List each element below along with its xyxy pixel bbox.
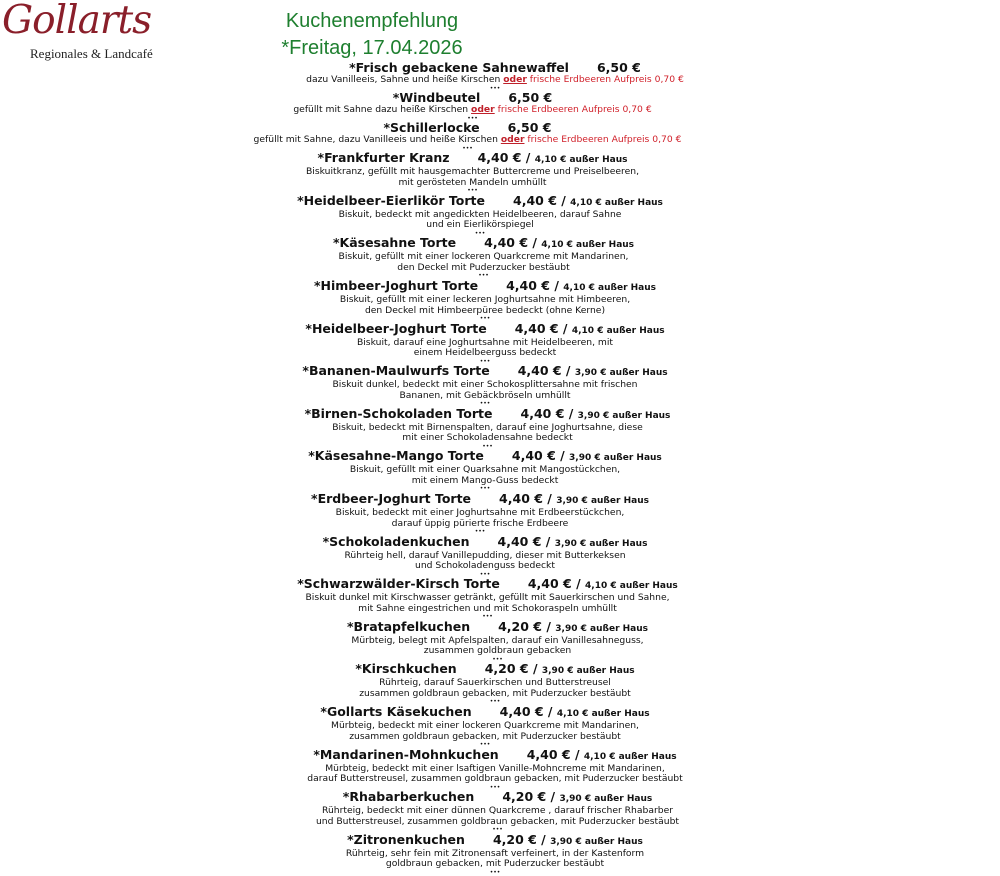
menu-item-name: *Zitronenkuchen [347, 831, 465, 847]
menu-item-name: *Frankfurter Kranz [317, 150, 450, 166]
takeaway-price: 4,10 € außer Haus [585, 581, 678, 592]
description-text: Mürbteig, bedeckt mit einer lockeren Quarkcreme mit Mandarinen, [331, 720, 639, 731]
menu-item-price: 4,40 € / [499, 491, 552, 507]
menu-item-price: 6,50 € [507, 120, 552, 136]
item-separator: ••• [467, 187, 478, 195]
menu-item-price: 4,40 € / [511, 448, 565, 464]
menu-item-description [0, 433, 1000, 444]
menu-item-title-line [0, 662, 1000, 678]
menu-item-price: 4,40 € / [484, 235, 537, 251]
description-text: und Butterstreusel, zusammen goldbraun gebacken, mit Puderzucker bestäubt [315, 815, 680, 827]
menu-item-price: 4,20 € / [484, 661, 538, 677]
menu-item-description [0, 604, 1000, 615]
menu-item [0, 833, 1000, 876]
menu-item-description [0, 348, 1000, 359]
menu-item-name: *Erdbeer-Joghurt Torte [311, 491, 472, 507]
menu-item-price: 4,40 € / [517, 363, 571, 379]
description-text: Biskuit, darauf eine Joghurtsahne mit Heidelbeeren, mit [356, 336, 614, 348]
menu-item-price: 4,40 € / [527, 576, 581, 592]
description-text: dazu Vanilleeis, Sahne und heiße Kirschen [306, 74, 501, 85]
menu-item [0, 194, 1000, 237]
menu-item-name: *Schokoladenkuchen [322, 533, 470, 549]
takeaway-price: 3,90 € außer Haus [555, 623, 649, 634]
description-text: Biskuit, bedeckt mit einer Joghurtsahne mit Erdbeerstückchen, [335, 507, 625, 519]
item-separator: ••• [489, 783, 501, 791]
takeaway-price: 4,10 € außer Haus [570, 197, 663, 208]
menu-item [0, 620, 1000, 663]
menu-item-title-line [0, 121, 1000, 135]
description-text: mit einer Schokoladensahne bedeckt [402, 432, 573, 444]
menu-item-name: *Gollarts Käsekuchen [320, 704, 472, 719]
item-separator: ••• [478, 272, 489, 280]
description-text: Rührteig, darauf Sauerkirschen und Butterstreusel [379, 677, 611, 689]
menu-item-title-line [0, 492, 1000, 508]
menu-item-price: 4,20 € / [498, 618, 551, 634]
menu-item [0, 407, 1000, 450]
description-text: mit Sahne eingestrichen und mit Schokoraspeln umhüllt [358, 602, 617, 614]
item-separator: ••• [479, 357, 491, 365]
item-separator: ••• [489, 698, 501, 706]
menu-item-description [0, 817, 1000, 828]
takeaway-price: 4,10 € außer Haus [534, 155, 628, 166]
menu-item-name: *Schwarzwälder-Kirsch Torte [297, 576, 500, 592]
description-text: Biskuit, gefüllt mit einer Quarksahne mit Mangostückchen, [349, 464, 621, 476]
takeaway-price: 3,90 € außer Haus [541, 666, 635, 677]
takeaway-price: 3,90 € außer Haus [574, 368, 668, 379]
takeaway-price: 3,90 € außer Haus [577, 410, 671, 421]
surcharge-note: frische Erdbeeren Aufpreis 0,70 € [526, 74, 684, 85]
surcharge-note: frische Erdbeeren Aufpreis 0,70 € [494, 104, 652, 116]
menu-item-price: 4,20 € / [492, 831, 546, 847]
item-separator: ••• [479, 741, 491, 748]
menu-item [0, 61, 1000, 91]
description-text: zusammen goldbraun gebacken [423, 645, 572, 657]
menu-item-name: *Käsesahne Torte [332, 235, 457, 251]
menu-item-description [0, 306, 1000, 317]
cake-menu-list [0, 61, 1000, 875]
menu-item-description [0, 689, 1000, 700]
description-text: Mürbteig, bedeckt mit einer lsaftigen Vanille-Mohncreme mit Mandarinen, [325, 762, 665, 774]
menu-item-price: 6,50 € [596, 60, 641, 75]
description-text: Rührteig, sehr fein mit Zitronensaft verfeinert, in der Kastenform [345, 847, 645, 859]
menu-item-price: 6,50 € [508, 90, 553, 106]
description-text: mit gerösteten Mandeln umhüllt [398, 176, 547, 188]
item-separator: ••• [479, 400, 491, 408]
takeaway-price: 3,90 € außer Haus [556, 496, 649, 507]
item-separator: ••• [479, 485, 491, 493]
menu-item-title-line [0, 91, 1000, 105]
item-separator: ••• [489, 868, 501, 876]
menu-item-price: 4,20 € / [502, 789, 556, 805]
menu-item [0, 364, 1000, 407]
menu-item-description [0, 263, 1000, 274]
menu-item-title-line [0, 151, 1000, 167]
menu-item [0, 121, 1000, 151]
menu-item-description [0, 75, 1000, 86]
description-text: und Schokoladenguss bedeckt [415, 560, 555, 572]
menu-item-name: *Bananen-Maulwurfs Torte [302, 363, 490, 379]
menu-item-title-line [0, 322, 1000, 338]
menu-item-name: *Käsesahne-Mango Torte [308, 448, 484, 464]
alternative-marker: oder [500, 134, 525, 146]
logo-tagline: Regionales & Landcafé [30, 46, 153, 61]
item-separator: ••• [492, 826, 503, 834]
menu-item-title-line [0, 705, 1000, 721]
description-text: Biskuit, bedeckt mit Birnenspalten, darauf eine Joghurtsahne, diese [332, 421, 643, 433]
menu-item-title-line [0, 577, 1000, 593]
takeaway-price: 4,10 € außer Haus [571, 325, 665, 336]
menu-item [0, 236, 1000, 279]
description-text: Biskuit, gefüllt mit einer leckeren Joghurtsahne mit Himbeeren, [339, 294, 631, 306]
menu-item [0, 322, 1000, 365]
description-text: gefüllt mit Sahne, dazu Vanilleeis und heiße Kirschen [253, 134, 498, 146]
description-text: darauf üppig pürierte frische Erdbeere [391, 517, 569, 529]
menu-item-title-line [0, 449, 1000, 465]
menu-item-title-line [0, 620, 1000, 636]
menu-item [0, 662, 1000, 705]
menu-item [0, 492, 1000, 535]
description-text: Biskuitkranz, gefüllt mit hausgemachter Buttercreme und Preiselbeeren, [305, 166, 640, 178]
menu-item-description [0, 859, 1000, 870]
item-separator: ••• [474, 528, 486, 536]
description-text: darauf Butterstreusel, zusammen goldbraun gebacken, mit Puderzucker bestäubt [307, 773, 683, 785]
menu-item-title-line [0, 61, 1000, 75]
takeaway-price: 4,10 € außer Haus [556, 709, 650, 719]
description-text: zusammen goldbraun gebacken, mit Puderzucker bestäubt [349, 730, 621, 742]
menu-item-name: *Birnen-Schokoladen Torte [304, 405, 493, 421]
description-text: Mürbteig, belegt mit Apfelspalten, darauf ein Vanillesahneguss, [351, 634, 644, 646]
menu-item-price: 4,40 € / [497, 533, 551, 549]
menu-item-title-line [0, 236, 1000, 252]
menu-item-name: *Himbeer-Joghurt Torte [313, 278, 479, 294]
description-text: Rührteig, bedeckt mit einer dünnen Quarkcreme , darauf frischer Rhabarber [321, 805, 674, 817]
menu-item-title-line [0, 833, 1000, 849]
description-text: Bananen, mit Gebäckbröseln umhüllt [399, 389, 571, 401]
description-text: den Deckel mit Puderzucker bestäubt [397, 261, 570, 273]
description-text: gefüllt mit Sahne dazu heiße Kirschen [293, 104, 469, 116]
description-text: und ein Eierlikörspiegel [426, 219, 534, 231]
menu-item [0, 577, 1000, 620]
menu-item-price: 4,40 € / [514, 320, 568, 336]
menu-item-title-line [0, 748, 1000, 764]
item-separator: ••• [482, 613, 493, 621]
description-text: Biskuit dunkel, bedeckt mit einer Schokosplittersahne mit frischen [332, 379, 638, 391]
menu-item-name: *Windbeutel [392, 90, 481, 106]
description-text: einem Heidelbeerguss bedeckt [413, 347, 557, 359]
menu-item [0, 535, 1000, 578]
menu-header [262, 8, 482, 62]
menu-item-description [0, 774, 1000, 785]
takeaway-price: 4,10 € außer Haus [583, 751, 677, 762]
menu-item-price: 4,40 € / [477, 150, 531, 166]
menu-item [0, 279, 1000, 322]
menu-item-price: 4,40 € / [513, 192, 566, 208]
takeaway-price: 4,10 € außer Haus [563, 283, 657, 294]
item-separator: ••• [467, 114, 478, 122]
description-text: goldbraun gebacken, mit Puderzucker bestäubt [385, 858, 605, 870]
menu-item-name: *Heidelbeer-Eierlikör Torte [297, 192, 485, 208]
menu-item-description [0, 561, 1000, 572]
item-separator: ••• [462, 144, 473, 152]
menu-item-title-line [0, 279, 1000, 295]
surcharge-note: frische Erdbeeren Aufpreis 0,70 € [524, 134, 682, 146]
takeaway-price: 3,90 € außer Haus [569, 453, 662, 464]
menu-item-title-line [0, 535, 1000, 551]
menu-item-name: *Frisch gebackene Sahnewaffel [349, 60, 569, 75]
menu-item-description [0, 105, 1000, 116]
description-text: Biskuit, bedeckt mit angedickten Heidelbeeren, darauf Sahne [338, 208, 622, 220]
menu-item-price: 4,40 € / [499, 704, 553, 719]
logo [0, 2, 178, 64]
description-text: zusammen goldbraun gebacken, mit Puderzucker bestäubt [359, 687, 631, 699]
takeaway-price: 3,90 € außer Haus [550, 836, 643, 847]
description-text: Biskuit, gefüllt mit einer lockeren Quarkcreme mit Mandarinen, [338, 251, 629, 263]
menu-item-price: 4,40 € / [526, 746, 580, 762]
logo-wordmark: Gollarts [2, 0, 152, 43]
menu-item-price: 4,40 € / [520, 405, 574, 421]
takeaway-price: 4,10 € außer Haus [541, 240, 635, 251]
menu-item-name: *Rhabarberkuchen [342, 789, 475, 805]
item-separator: ••• [489, 84, 501, 92]
menu-item [0, 151, 1000, 194]
menu-item-name: *Schillerlocke [383, 120, 480, 136]
takeaway-price: 3,90 € außer Haus [554, 538, 648, 549]
menu-item-name: *Heidelbeer-Joghurt Torte [305, 320, 487, 336]
item-separator: ••• [482, 442, 493, 450]
description-text: Rührteig hell, darauf Vanillepudding, dieser mit Butterkeksen [344, 549, 626, 561]
page-title: Kuchenempfehlung [285, 10, 459, 32]
description-text: Biskuit dunkel mit Kirschwasser getränkt, gefüllt mit Sauerkirschen und Sahne, [305, 592, 670, 604]
menu-item-title-line [0, 407, 1000, 423]
menu-item-description [0, 178, 1000, 189]
menu-item-price: 4,40 € / [506, 278, 559, 294]
item-separator: ••• [479, 315, 491, 323]
menu-item [0, 748, 1000, 791]
menu-item-description [0, 135, 1000, 146]
menu-item [0, 449, 1000, 492]
menu-item-description [0, 519, 1000, 530]
menu-item-title-line [0, 194, 1000, 210]
menu-date: *Freitag, 17.04.2026 [281, 37, 463, 59]
alternative-marker: oder [471, 104, 495, 116]
menu-item-description [0, 732, 1000, 743]
menu-item-title-line [0, 364, 1000, 380]
alternative-marker: oder [503, 74, 527, 85]
menu-item-description [0, 476, 1000, 487]
menu-item-name: *Mandarinen-Mohnkuchen [313, 746, 499, 762]
description-text: mit einem Mango-Guss bedeckt [411, 474, 559, 486]
item-separator: ••• [479, 570, 491, 578]
item-separator: ••• [474, 229, 486, 237]
item-separator: ••• [492, 655, 503, 663]
description-text: den Deckel mit Himbeerpüree bedeckt (ohne Kerne) [364, 304, 606, 316]
menu-item-name: *Kirschkuchen [355, 661, 457, 677]
takeaway-price: 3,90 € außer Haus [559, 794, 653, 805]
menu-item-description [0, 391, 1000, 402]
menu-item [0, 790, 1000, 833]
menu-item-name: *Bratapfelkuchen [346, 618, 471, 634]
menu-item [0, 91, 1000, 121]
menu-item-description [0, 220, 1000, 231]
menu-item [0, 705, 1000, 748]
